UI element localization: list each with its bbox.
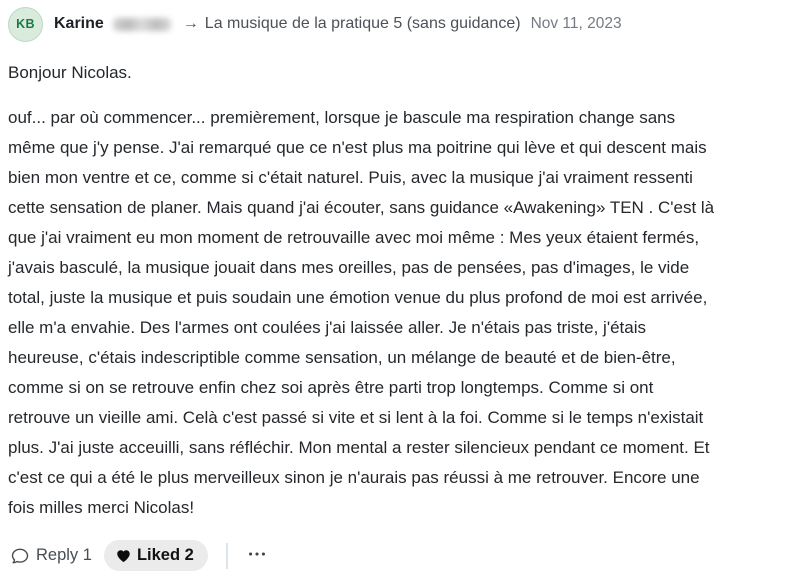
comment-paragraph <box>8 103 792 523</box>
greeting-line: Bonjour Nicolas. <box>8 63 132 82</box>
body-text-line: elle m'a envahie. Des l'armes ont coulées j'ai laissée aller. Je n'étais pas triste, j'étais <box>8 318 646 337</box>
reply-bubble-icon <box>10 546 30 566</box>
body-text-line: fois milles merci Nicolas! <box>8 498 195 517</box>
body-text-line: plus. J'ai juste acceuilli, sans réfléchir. Mon mental a rester silencieux pendant ce moment. Et <box>8 438 710 457</box>
comment-header <box>8 5 792 43</box>
body-text-line: cette sensation de planer. Mais quand j'ai écouter, sans guidance «Awakening» TEN . C'est là <box>8 198 715 217</box>
body-text-line: c'est ce qui a été le plus merveilleux sinon je n'aurais pas réussi à me retrouver. Encore une <box>8 468 700 487</box>
body-text-line: retrouve un vieille ami. Celà c'est passé si vite et si lent à la foi. Comme si le temps n'existait <box>8 408 704 427</box>
redacted-author-surname <box>113 18 171 31</box>
topic-title: La musique de la pratique 5 (sans guidance) <box>204 15 521 32</box>
body-text-line: bien mon ventre et ce, comme si c'était naturel. Puis, avec la musique j'ai vraiment ressenti <box>8 168 693 187</box>
body-text-line: total, juste la musique et puis soudain une émotion venue du plus profond de moi est arrivée, <box>8 288 708 307</box>
arrow-right-icon: → <box>182 15 199 32</box>
ellipsis-icon <box>246 543 268 568</box>
body-text-line: que j'ai vraiment eu mon moment de retrouvaille avec moi même : Mes yeux étaient fermés, <box>8 228 700 247</box>
more-options-button[interactable] <box>238 539 276 572</box>
comment-body <box>8 58 792 523</box>
reply-button[interactable] <box>10 546 92 566</box>
body-text-line: ouf... par où commencer... premièrement, lorsque je bascule ma respiration change sans <box>8 108 676 127</box>
reply-label: Reply 1 <box>36 546 92 564</box>
topic-link[interactable] <box>183 15 521 33</box>
liked-button[interactable] <box>104 540 208 571</box>
body-text-line: heureuse, c'étais indescriptible comme sensation, un mélange de beauté et de bien-être, <box>8 348 676 367</box>
heart-icon <box>115 547 132 564</box>
author-name[interactable]: Karine <box>54 15 104 32</box>
comment-footer <box>8 539 792 572</box>
avatar[interactable]: KB <box>8 7 43 42</box>
liked-label: Liked 2 <box>136 546 194 564</box>
body-text-line: comme si on se retrouve enfin chez soi après être parti trop longtemps. Comme si ont <box>8 378 654 397</box>
footer-divider <box>226 543 228 569</box>
comment-date: Nov 11, 2023 <box>530 15 622 32</box>
body-text-line: j'avais basculé, la musique jouait dans mes oreilles, pas de pensées, pas d'images, le vide <box>8 258 690 277</box>
body-text-line: même que j'y pense. J'ai remarqué que ce n'est plus ma poitrine qui lève et qui descent mais <box>8 138 707 157</box>
